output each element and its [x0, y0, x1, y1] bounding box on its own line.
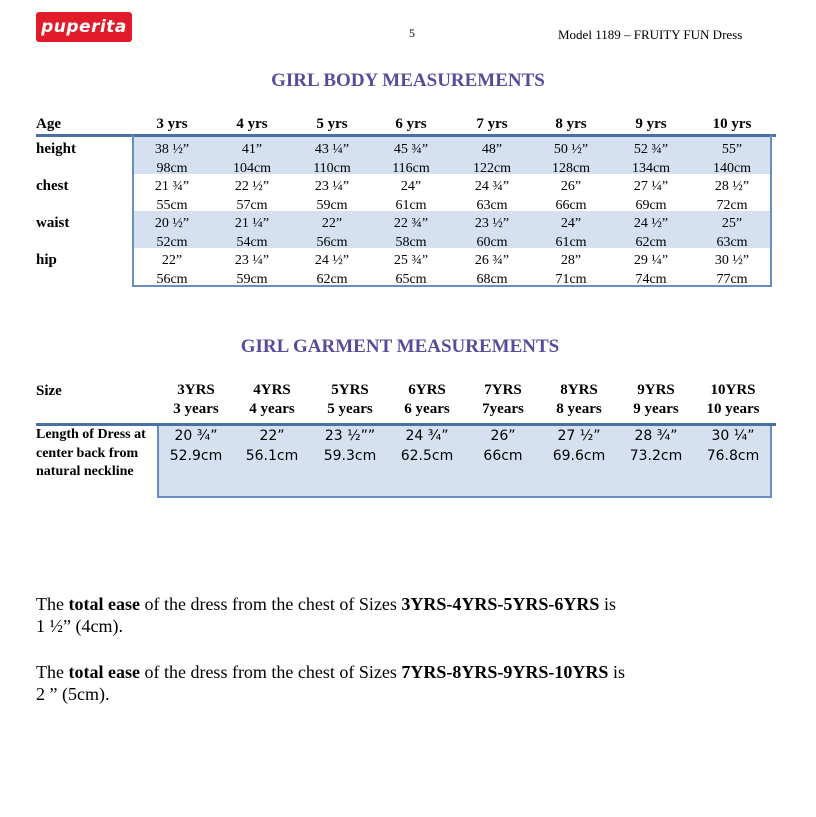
- length-cm-cell: 52.9cm: [169, 448, 223, 464]
- inch-cell: 22”: [161, 253, 183, 268]
- size-code-header: 5YRS: [331, 382, 369, 398]
- age-column-header: 5 yrs: [316, 116, 348, 132]
- length-inch-cell: 26”: [490, 428, 516, 444]
- logo-text: puperita: [41, 17, 127, 37]
- inch-cell: 45 ¾”: [393, 142, 429, 157]
- age-column-header: 6 yrs: [395, 116, 427, 132]
- ease-note-small: The total ease of the dress from the chest of Sizes 3YRS-4YRS-5YRS-6YRS is 1 ½” (4cm).: [36, 594, 616, 636]
- inch-cell: 43 ¼”: [314, 142, 350, 157]
- size-years-header: 10 years: [706, 401, 760, 417]
- length-cm-cell: 73.2cm: [629, 448, 683, 464]
- cm-cell: 59cm: [236, 272, 268, 287]
- inch-cell: 55”: [721, 142, 743, 157]
- length-inch-cell: 23 ½””: [324, 428, 376, 444]
- garment-measurements-title: GIRL GARMENT MEASUREMENTS: [240, 336, 560, 357]
- inch-cell: 20 ½”: [154, 216, 190, 231]
- cm-cell: 98cm: [156, 161, 188, 176]
- cm-cell: 58cm: [395, 235, 427, 250]
- size-code-header: 6YRS: [408, 382, 446, 398]
- age-column-header: 10 yrs: [712, 116, 752, 132]
- size-code-header: 7YRS: [484, 382, 522, 398]
- length-inch-cell: 27 ½”: [557, 428, 601, 444]
- row-label-hip: hip: [36, 252, 57, 268]
- inch-cell: 28 ½”: [714, 179, 750, 194]
- inch-cell: 38 ½”: [154, 142, 190, 157]
- age-column-header: 8 yrs: [555, 116, 587, 132]
- inch-cell: 21 ¼”: [234, 216, 270, 231]
- age-header: Age: [36, 116, 61, 132]
- page-number: 5: [409, 26, 415, 40]
- cm-cell: 56cm: [156, 272, 188, 287]
- cm-cell: 66cm: [555, 198, 587, 213]
- length-cm-cell: 76.8cm: [706, 448, 760, 464]
- age-column-header: 9 yrs: [635, 116, 667, 132]
- body-measurements-title: GIRL BODY MEASUREMENTS: [271, 70, 545, 91]
- inch-cell: 50 ½”: [553, 142, 589, 157]
- length-cm-cell: 66cm: [483, 448, 523, 464]
- inch-cell: 29 ¼”: [633, 253, 669, 268]
- cm-cell: 55cm: [156, 198, 188, 213]
- cm-cell: 63cm: [716, 235, 748, 250]
- cm-cell: 60cm: [476, 235, 508, 250]
- cm-cell: 62cm: [316, 272, 348, 287]
- cm-cell: 62cm: [635, 235, 667, 250]
- ease-note-large: The total ease of the dress from the chest of Sizes 7YRS-8YRS-9YRS-10YRS is 2 ” (5cm).: [36, 662, 625, 704]
- cm-cell: 140cm: [712, 161, 752, 176]
- cm-cell: 61cm: [555, 235, 587, 250]
- inch-cell: 26 ¾”: [474, 253, 510, 268]
- size-years-header: 5 years: [327, 401, 373, 417]
- inch-cell: 24 ½”: [633, 216, 669, 231]
- cm-cell: 71cm: [555, 272, 587, 287]
- inch-cell: 24 ½”: [314, 253, 350, 268]
- inch-cell: 52 ¾”: [633, 142, 669, 157]
- cm-cell: 110cm: [313, 161, 351, 176]
- inch-cell: 24 ¾”: [474, 179, 510, 194]
- inch-cell: 28”: [560, 253, 582, 268]
- inch-cell: 27 ¼”: [633, 179, 669, 194]
- cm-cell: 104cm: [232, 161, 272, 176]
- inch-cell: 48”: [481, 142, 503, 157]
- inch-cell: 24”: [560, 216, 582, 231]
- length-inch-cell: 20 ¾”: [174, 428, 218, 444]
- model-title: Model 1189 – FRUITY FUN Dress: [558, 27, 743, 42]
- inch-cell: 25”: [721, 216, 743, 231]
- inch-cell: 24”: [400, 179, 422, 194]
- brand-logo: [36, 12, 132, 42]
- cm-cell: 72cm: [716, 198, 748, 213]
- cm-cell: 63cm: [476, 198, 508, 213]
- inch-cell: 26”: [560, 179, 582, 194]
- cm-cell: 65cm: [395, 272, 427, 287]
- size-years-header: 9 years: [633, 401, 679, 417]
- cm-cell: 122cm: [472, 161, 512, 176]
- length-inch-cell: 24 ¾”: [405, 428, 449, 444]
- size-years-header: 7years: [482, 401, 524, 417]
- length-cm-cell: 62.5cm: [400, 448, 454, 464]
- cm-cell: 57cm: [236, 198, 268, 213]
- inch-cell: 22 ½”: [234, 179, 270, 194]
- size-code-header: 9YRS: [637, 382, 675, 398]
- inch-cell: 25 ¾”: [393, 253, 429, 268]
- inch-cell: 22”: [321, 216, 343, 231]
- cm-cell: 61cm: [395, 198, 427, 213]
- age-column-header: 4 yrs: [236, 116, 268, 132]
- age-column-header: 7 yrs: [476, 116, 508, 132]
- cm-cell: 59cm: [316, 198, 348, 213]
- row-label-height: height: [36, 141, 77, 157]
- inch-cell: 22 ¾”: [393, 216, 429, 231]
- length-inch-cell: 30 ¼”: [711, 428, 755, 444]
- inch-cell: 41”: [241, 142, 263, 157]
- inch-cell: 30 ½”: [714, 253, 750, 268]
- length-inch-cell: 22”: [259, 428, 285, 444]
- inch-cell: 21 ¾”: [154, 179, 190, 194]
- cm-cell: 134cm: [631, 161, 671, 176]
- length-of-dress-label: Length of Dress at center back from natural neckline: [36, 427, 146, 479]
- cm-cell: 74cm: [635, 272, 667, 287]
- age-column-header: 3 yrs: [156, 116, 188, 132]
- size-code-header: 10YRS: [710, 382, 756, 398]
- inch-cell: 23 ¼”: [314, 179, 350, 194]
- cm-cell: 68cm: [476, 272, 508, 287]
- cm-cell: 116cm: [392, 161, 430, 176]
- size-code-header: 4YRS: [253, 382, 291, 398]
- row-label-waist: waist: [36, 215, 70, 231]
- length-cm-cell: 59.3cm: [323, 448, 377, 464]
- size-years-header: 3 years: [173, 401, 219, 417]
- cm-cell: 56cm: [316, 235, 348, 250]
- size-years-header: 4 years: [249, 401, 295, 417]
- cm-cell: 77cm: [716, 272, 748, 287]
- row-label-chest: chest: [36, 178, 69, 194]
- size-years-header: 8 years: [556, 401, 602, 417]
- size-code-header: 8YRS: [560, 382, 598, 398]
- size-code-header: 3YRS: [177, 382, 215, 398]
- cm-cell: 52cm: [156, 235, 188, 250]
- cm-cell: 54cm: [236, 235, 268, 250]
- size-years-header: 6 years: [404, 401, 450, 417]
- cm-cell: 128cm: [551, 161, 591, 176]
- length-cm-cell: 69.6cm: [552, 448, 606, 464]
- size-header: Size: [36, 383, 62, 399]
- inch-cell: 23 ½”: [474, 216, 510, 231]
- cm-cell: 69cm: [635, 198, 667, 213]
- inch-cell: 23 ¼”: [234, 253, 270, 268]
- length-cm-cell: 56.1cm: [245, 448, 299, 464]
- length-inch-cell: 28 ¾”: [634, 428, 678, 444]
